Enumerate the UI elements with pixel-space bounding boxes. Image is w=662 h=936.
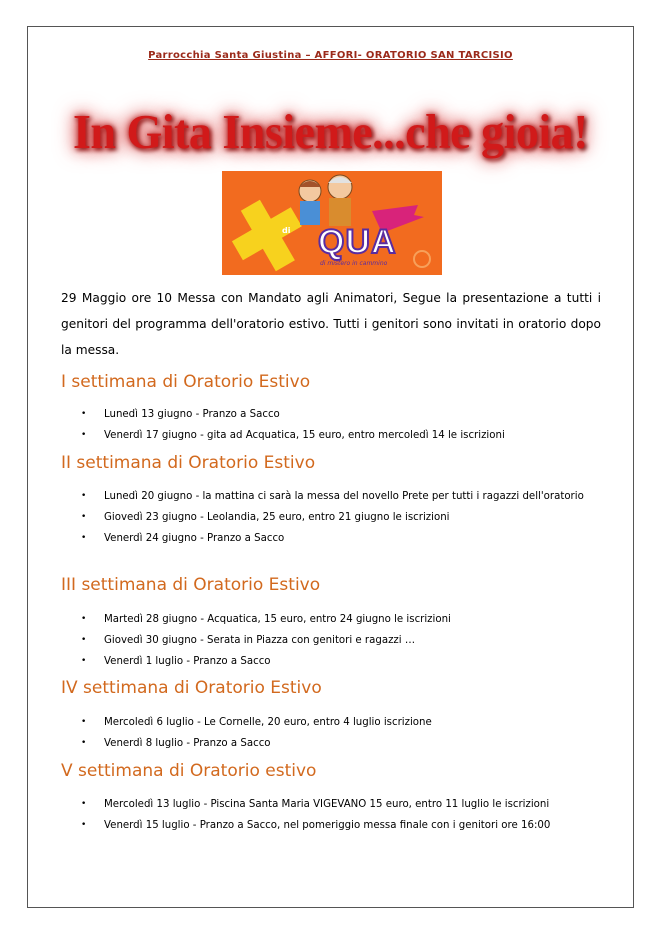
list-item: • Martedì 28 giugno - Acquatica, 15 euro, entro 24 giugno le iscrizioni [61, 609, 601, 630]
title-wrap [28, 105, 633, 158]
bullet-icon: • [81, 409, 87, 419]
bullet-icon: • [81, 491, 87, 501]
section-title-week-2: II settimana di Oratorio Estivo [61, 453, 316, 473]
page-title: In Gita Insieme...che gioia! [73, 104, 588, 159]
week-5-list [61, 794, 601, 836]
section-title-week-1: I settimana di Oratorio Estivo [61, 372, 311, 392]
bullet-icon: • [81, 533, 87, 543]
page-border [27, 26, 634, 908]
list-item: • Mercoledì 6 luglio - Le Cornelle, 20 euro, entro 4 luglio iscrizione [61, 712, 601, 733]
week-4-list [61, 712, 601, 754]
section-title-week-5: V settimana di Oratorio estivo [61, 761, 317, 781]
logo-wordmark: QUA [318, 223, 397, 261]
logo-subtitle: di mistero in cammino [320, 260, 388, 267]
list-item: • Venerdì 17 giugno - gita ad Acquatica, 15 euro, entro mercoledì 14 le iscrizioni [61, 425, 601, 446]
summer-camp-logo [222, 171, 442, 275]
list-item: • Venerdì 1 luglio - Pranzo a Sacco [61, 651, 601, 672]
list-item: • Giovedì 30 giugno - Serata in Piazza con genitori e ragazzi … [61, 630, 601, 651]
bullet-icon: • [81, 614, 87, 624]
list-item: • Venerdì 8 luglio - Pranzo a Sacco [61, 733, 601, 754]
intro-paragraph: 29 Maggio ore 10 Messa con Mandato agli Animatori, Segue la presentazione a tutti i genitori del programma dell'oratorio estivo. Tutti i genitori sono invitati in oratorio dopo la messa. [61, 291, 601, 357]
list-item: • Mercoledì 13 luglio - Piscina Santa Maria VIGEVANO 15 euro, entro 11 luglio le iscrizioni [61, 794, 601, 815]
bullet-icon: • [81, 820, 87, 830]
parish-header: Parrocchia Santa Giustina – AFFORI- ORATORIO SAN TARCISIO [148, 50, 513, 61]
week-3-list [61, 609, 601, 672]
bullet-icon: • [81, 717, 87, 727]
section-title-week-4: IV settimana di Oratorio Estivo [61, 678, 322, 698]
logo-prefix: di [282, 226, 291, 235]
list-item: • Lunedì 20 giugno - la mattina ci sarà la messa del novello Prete per tutti i ragazzi dell'oratorio [61, 486, 601, 507]
section-title-week-3: III settimana di Oratorio Estivo [61, 575, 321, 595]
bullet-icon: • [81, 430, 87, 440]
week-2-list [61, 486, 601, 549]
bullet-icon: • [81, 799, 87, 809]
bullet-icon: • [81, 738, 87, 748]
bullet-icon: • [81, 512, 87, 522]
list-item: • Lunedì 13 giugno - Pranzo a Sacco [61, 404, 601, 425]
list-item: • Venerdì 15 luglio - Pranzo a Sacco, nel pomeriggio messa finale con i genitori ore 16:00 [61, 815, 601, 836]
list-item: • Giovedì 23 giugno - Leolandia, 25 euro, entro 21 giugno le iscrizioni [61, 507, 601, 528]
week-1-list [61, 404, 601, 446]
bullet-icon: • [81, 635, 87, 645]
bullet-icon: • [81, 656, 87, 666]
list-item: • Venerdì 24 giugno - Pranzo a Sacco [61, 528, 601, 549]
